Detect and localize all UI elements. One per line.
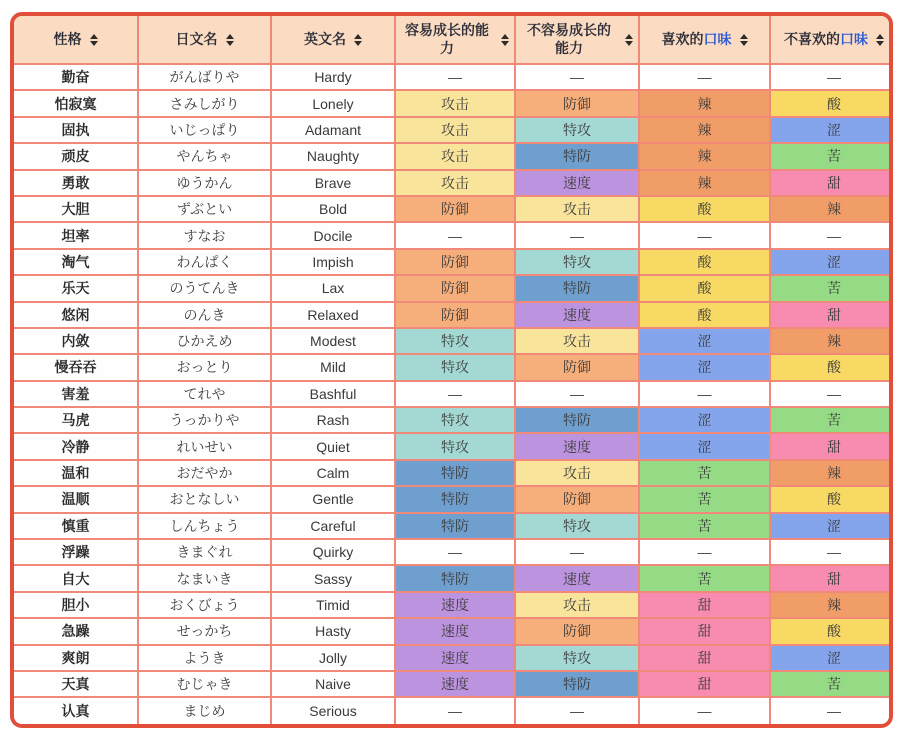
column-header-label: 日文名 [175,30,218,47]
stat-up-cell: 特防 [395,486,515,512]
table-row [14,513,893,539]
stat-down-cell: — [515,64,639,90]
nature-cell: 爽朗 [14,645,138,671]
flavor-dislike-cell: 辣 [770,592,893,618]
en-name-cell: Impish [271,249,395,275]
table-row [14,565,893,591]
nature-cell: 害羞 [14,381,138,407]
flavor-dislike-cell: 甜 [770,433,893,459]
stat-down-cell: 特攻 [515,117,639,143]
sort-icon[interactable] [501,34,509,46]
table-row [14,671,893,697]
table-row [14,222,893,248]
nature-cell: 急躁 [14,618,138,644]
jp-name-cell: なまいき [138,565,271,591]
en-name-cell: Quirky [271,539,395,565]
jp-name-cell: のうてんき [138,275,271,301]
nature-cell: 坦率 [14,222,138,248]
stat-down-cell: — [515,381,639,407]
column-header-en[interactable] [271,16,395,64]
en-name-cell: Careful [271,513,395,539]
stat-up-cell: 防御 [395,196,515,222]
flavor-dislike-cell: 苦 [770,671,893,697]
table-row [14,64,893,90]
jp-name-cell: しんちょう [138,513,271,539]
en-name-cell: Mild [271,354,395,380]
nature-cell: 慢吞吞 [14,354,138,380]
stat-up-cell: 攻击 [395,90,515,116]
en-name-cell: Modest [271,328,395,354]
nature-cell: 顽皮 [14,143,138,169]
jp-name-cell: すなお [138,222,271,248]
nature-table [14,16,893,724]
stat-up-cell: 速度 [395,671,515,697]
stat-up-cell: — [395,381,515,407]
flavor-like-cell: — [639,539,770,565]
stat-up-cell: 特攻 [395,433,515,459]
flavor-dislike-cell: — [770,539,893,565]
table-row [14,618,893,644]
jp-name-cell: おっとり [138,354,271,380]
table-header [14,16,893,64]
en-name-cell: Docile [271,222,395,248]
column-header-content [18,31,133,49]
table-row [14,143,893,169]
table-body [14,64,893,724]
nature-cell: 自大 [14,565,138,591]
flavor-dislike-cell: 涩 [770,249,893,275]
flavor-dislike-cell: — [770,222,893,248]
stat-up-cell: 攻击 [395,143,515,169]
stat-up-cell: 特防 [395,565,515,591]
stat-up-cell: 速度 [395,645,515,671]
flavor-like-cell: — [639,381,770,407]
flavor-like-cell: 苦 [639,565,770,591]
nature-cell: 乐天 [14,275,138,301]
flavor-like-cell: — [639,697,770,724]
stat-down-cell: 特攻 [515,645,639,671]
nature-cell: 固执 [14,117,138,143]
jp-name-cell: ようき [138,645,271,671]
column-header-up[interactable] [395,16,515,64]
flavor-dislike-cell: 辣 [770,460,893,486]
flavor-dislike-cell: 涩 [770,117,893,143]
stat-down-cell: — [515,222,639,248]
stat-up-cell: 攻击 [395,170,515,196]
stat-down-cell: — [515,539,639,565]
jp-name-cell: いじっぱり [138,117,271,143]
nature-cell: 温和 [14,460,138,486]
flavor-like-cell: 苦 [639,486,770,512]
table-row [14,249,893,275]
jp-name-cell: ゆうかん [138,170,271,196]
column-header-label: 喜欢的口味 [661,30,732,47]
flavor-dislike-cell: 辣 [770,196,893,222]
jp-name-cell: やんちゃ [138,143,271,169]
en-name-cell: Bold [271,196,395,222]
en-name-cell: Bashful [271,381,395,407]
stat-up-cell: 防御 [395,302,515,328]
flavor-like-cell: 酸 [639,302,770,328]
jp-name-cell: うっかりや [138,407,271,433]
nature-table-wrapper [10,12,893,728]
stat-up-cell: 特防 [395,513,515,539]
stat-down-cell: 攻击 [515,196,639,222]
jp-name-cell: せっかち [138,618,271,644]
stat-down-cell: 防御 [515,90,639,116]
table-row [14,275,893,301]
table-row [14,117,893,143]
flavor-like-cell: 苦 [639,513,770,539]
stat-down-cell: 速度 [515,170,639,196]
en-name-cell: Adamant [271,117,395,143]
flavor-dislike-cell: — [770,697,893,724]
stat-up-cell: 特攻 [395,354,515,380]
flavor-like-cell: 辣 [639,143,770,169]
column-header-content [400,22,510,57]
sort-icon[interactable] [354,34,362,46]
flavor-like-cell: 涩 [639,328,770,354]
flavor-like-cell: 甜 [639,671,770,697]
jp-name-cell: さみしがり [138,90,271,116]
jp-name-cell: ずぶとい [138,196,271,222]
flavor-like-cell: 苦 [639,460,770,486]
flavor-like-cell: 酸 [639,196,770,222]
nature-cell: 浮躁 [14,539,138,565]
stat-up-cell: 特防 [395,460,515,486]
en-name-cell: Rash [271,407,395,433]
stat-down-cell: 防御 [515,486,639,512]
nature-cell: 勇敢 [14,170,138,196]
stat-down-cell: 特攻 [515,249,639,275]
flavor-dislike-cell: 酸 [770,354,893,380]
nature-cell: 勤奋 [14,64,138,90]
column-header-label: 英文名 [304,30,346,47]
stat-down-cell: 攻击 [515,328,639,354]
flavor-dislike-cell: 酸 [770,90,893,116]
table-row [14,354,893,380]
stat-up-cell: — [395,64,515,90]
en-name-cell: Lonely [271,90,395,116]
en-name-cell: Timid [271,592,395,618]
stat-down-cell: 特防 [515,275,639,301]
column-header-label: 不喜欢的口味 [784,30,868,47]
column-header-content [775,31,893,49]
jp-name-cell: れいせい [138,433,271,459]
nature-cell: 淘气 [14,249,138,275]
table-row [14,381,893,407]
stat-up-cell: 速度 [395,592,515,618]
flavor-dislike-cell: 涩 [770,645,893,671]
flavor-like-cell: — [639,222,770,248]
table-row [14,645,893,671]
flavor-dislike-cell: 辣 [770,328,893,354]
stat-down-cell: 速度 [515,433,639,459]
table-row [14,170,893,196]
column-header-content [143,31,266,49]
table-row [14,539,893,565]
stat-up-cell: 速度 [395,618,515,644]
en-name-cell: Naive [271,671,395,697]
stat-up-cell: 攻击 [395,117,515,143]
table-row [14,302,893,328]
table-row [14,460,893,486]
en-name-cell: Gentle [271,486,395,512]
en-name-cell: Naughty [271,143,395,169]
stat-down-cell: 防御 [515,618,639,644]
flavor-dislike-cell: 苦 [770,143,893,169]
en-name-cell: Hardy [271,64,395,90]
table-row [14,328,893,354]
flavor-like-cell: 甜 [639,592,770,618]
column-header-content [644,31,765,49]
sort-icon[interactable] [740,34,748,46]
stat-up-cell: — [395,222,515,248]
sort-icon[interactable] [625,34,633,46]
jp-name-cell: のんき [138,302,271,328]
jp-name-cell: わんぱく [138,249,271,275]
stat-up-cell: 防御 [395,275,515,301]
en-name-cell: Serious [271,697,395,724]
column-header-label: 性格 [53,30,82,47]
flavor-dislike-cell: 甜 [770,565,893,591]
nature-cell: 内敛 [14,328,138,354]
nature-cell: 冷静 [14,433,138,459]
en-name-cell: Calm [271,460,395,486]
en-name-cell: Sassy [271,565,395,591]
en-name-cell: Lax [271,275,395,301]
en-name-cell: Brave [271,170,395,196]
jp-name-cell: おくびょう [138,592,271,618]
flavor-like-cell: 涩 [639,407,770,433]
flavor-dislike-cell: 甜 [770,170,893,196]
stat-down-cell: 特攻 [515,513,639,539]
column-header-like[interactable] [639,16,770,64]
stat-down-cell: 特防 [515,671,639,697]
jp-name-cell: むじゃき [138,671,271,697]
jp-name-cell: てれや [138,381,271,407]
column-header-nature[interactable] [14,16,138,64]
nature-cell: 胆小 [14,592,138,618]
stat-up-cell: 防御 [395,249,515,275]
header-row [14,16,893,64]
flavor-dislike-cell: 涩 [770,513,893,539]
flavor-dislike-cell: 酸 [770,486,893,512]
sort-icon[interactable] [90,34,98,46]
flavor-like-cell: 涩 [639,354,770,380]
stat-down-cell: 攻击 [515,460,639,486]
table-row [14,90,893,116]
flavor-dislike-cell: 苦 [770,407,893,433]
table-row [14,407,893,433]
nature-cell: 认真 [14,697,138,724]
flavor-like-cell: 辣 [639,117,770,143]
column-header-dislike[interactable] [770,16,893,64]
flavor-like-cell: — [639,64,770,90]
jp-name-cell: がんばりや [138,64,271,90]
nature-cell: 大胆 [14,196,138,222]
sort-icon[interactable] [876,34,884,46]
table-row [14,433,893,459]
column-header-label: 不容易成长的能力 [527,22,611,56]
jp-name-cell: おとなしい [138,486,271,512]
column-header-down[interactable] [515,16,639,64]
stat-down-cell: 速度 [515,302,639,328]
stat-down-cell: 特防 [515,407,639,433]
flavor-like-cell: 酸 [639,275,770,301]
flavor-like-cell: 辣 [639,90,770,116]
flavor-like-cell: 酸 [639,249,770,275]
table-row [14,486,893,512]
nature-cell: 慎重 [14,513,138,539]
stat-up-cell: — [395,539,515,565]
nature-cell: 天真 [14,671,138,697]
flavor-like-cell: 辣 [639,170,770,196]
stat-down-cell: 特防 [515,143,639,169]
jp-name-cell: ひかえめ [138,328,271,354]
flavor-like-cell: 甜 [639,618,770,644]
column-header-content [520,22,634,57]
nature-cell: 怕寂寞 [14,90,138,116]
en-name-cell: Relaxed [271,302,395,328]
flavor-dislike-cell: 甜 [770,302,893,328]
stat-down-cell: 防御 [515,354,639,380]
nature-cell: 悠闲 [14,302,138,328]
flavor-like-cell: 涩 [639,433,770,459]
stat-down-cell: 攻击 [515,592,639,618]
sort-icon[interactable] [226,34,234,46]
stat-down-cell: 速度 [515,565,639,591]
jp-name-cell: おだやか [138,460,271,486]
flavor-link[interactable]: 口味 [703,30,732,47]
column-header-content [276,31,390,49]
flavor-dislike-cell: 苦 [770,275,893,301]
stat-down-cell: — [515,697,639,724]
column-header-label: 容易成长的能力 [405,22,489,56]
jp-name-cell: きまぐれ [138,539,271,565]
flavor-like-cell: 甜 [639,645,770,671]
nature-cell: 马虎 [14,407,138,433]
en-name-cell: Hasty [271,618,395,644]
table-row [14,592,893,618]
flavor-dislike-cell: 酸 [770,618,893,644]
en-name-cell: Jolly [271,645,395,671]
stat-up-cell: — [395,697,515,724]
stat-up-cell: 特攻 [395,328,515,354]
jp-name-cell: まじめ [138,697,271,724]
nature-cell: 温顺 [14,486,138,512]
stat-up-cell: 特攻 [395,407,515,433]
flavor-dislike-cell: — [770,381,893,407]
table-row [14,697,893,724]
flavor-link[interactable]: 口味 [840,30,868,47]
table-row [14,196,893,222]
column-header-jp[interactable] [138,16,271,64]
en-name-cell: Quiet [271,433,395,459]
flavor-dislike-cell: — [770,64,893,90]
